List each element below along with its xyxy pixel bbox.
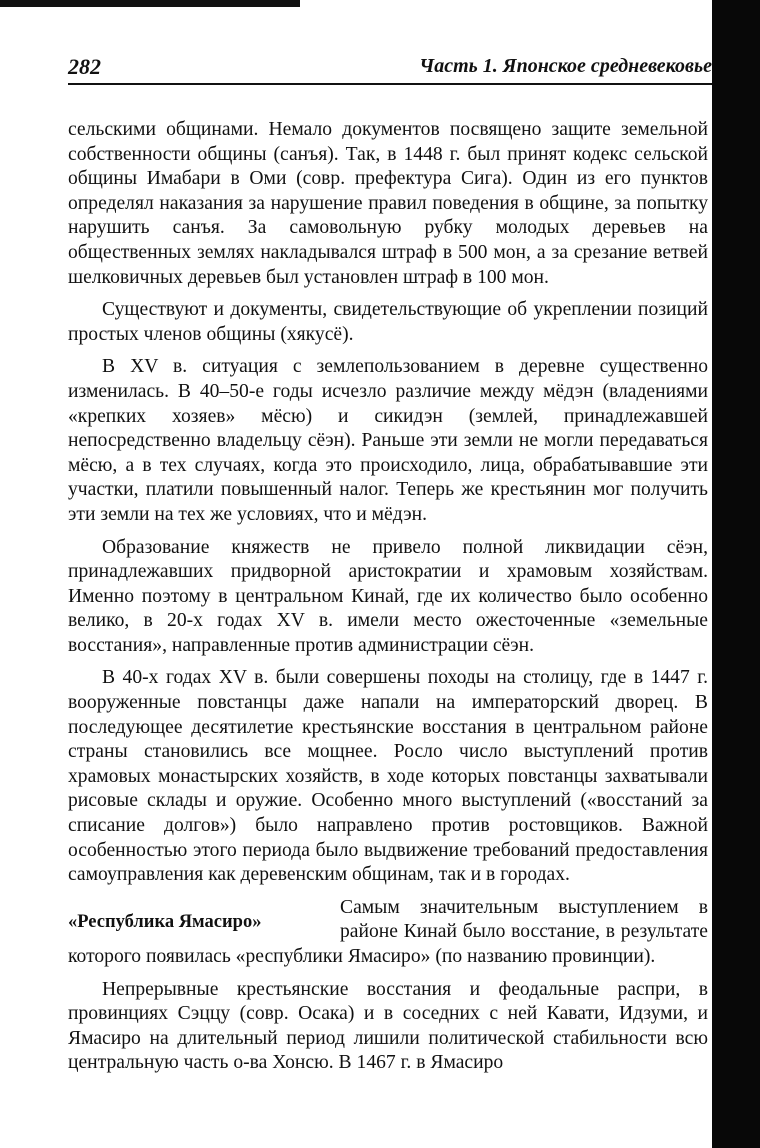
sidehead-block [68, 896, 708, 970]
paragraph: В XV в. ситуация с землепользованием в деревне существенно изменилась. В 40–50-е годы исчезло различие между мёдэн (владениями «крепких хозяев» мёсю) и сикидэн (землей, принадлежавшей непосредственно владельцу сёэн). Раньше эти земли не могли передаваться мёсю, а в тех случаях, когда это происходило, лица, обрабатывавшие эти участки, платили повышенный налог. Теперь же крестьянин мог получить эти земли на тех же условиях, что и мёдэн. [68, 356, 708, 525]
paragraph: Самым значительным выступлением в районе Кинай было восстание, в результате которого появилась «республики Ямасиро» (по названию провинции). [68, 896, 708, 967]
paragraph: Образование княжеств не привело полной ликвидации сёэн, принадлежавших придворной аристократии и храмовым хозяйствам. Именно поэтому в центральном Кинай, где их количество было особенно велико, в 20-х годах XV в. имели место ожесточенные «земельные восстания», направленные против администрации сёэн. [68, 536, 708, 656]
page-header [68, 54, 712, 82]
paragraph: Непрерывные крестьянские восстания и феодальные распри, в провинциях Сэццу (совр. Осака) и в соседних с ней Кавати, Идзуми, и Ямасиро на длительный период лишили политической стабильности всю центральную часть о-ва Хонсю. В 1467 г. в Ямасиро [68, 978, 708, 1074]
section-sidehead: «Республика Ямасиро» [68, 911, 262, 932]
top-decorative-rule [0, 0, 300, 7]
paragraph: сельскими общинами. Немало документов посвящено защите земельной собственности общины (санъя). Так, в 1448 г. был принят кодекс сельской общины Имабари в Оми (совр. префектура Сига). Один из его пунктов определял наказания за нарушение правил поведения в общине, за попытку нарушить санъя. За самовольную рубку молодых деревьев на общественных землях накладывался штраф в 500 мон, а за срезание ветвей шелковичных деревьев был установлен штраф в 100 мон. [68, 119, 708, 288]
scan-edge-shadow [712, 0, 760, 1148]
paragraph: Существуют и документы, свидетельствующие об укреплении позиций простых членов общины (хякусё). [68, 299, 708, 345]
body-text [68, 118, 708, 1084]
running-title: Часть 1. Японское средневековье [419, 55, 712, 77]
paragraph: В 40-х годах XV в. были совершены походы на столицу, где в 1447 г. вооруженные повстанцы даже напали на императорский дворец. В последующее десятилетие крестьянские восстания в центральном районе страны становились все мощнее. Росло число выступлений против храмовых монастырских хозяйств, в ходе которых повстанцы захватывали рисовые склады и оружие. Особенно много выступлений («восстаний за списание долгов») было направлено против ростовщиков. Важной особенностью этого периода было выдвижение требований предоставления самоуправления как деревенским общинам, так и в городах. [68, 667, 708, 886]
page-number: 282 [68, 54, 101, 79]
header-rule [68, 83, 712, 85]
